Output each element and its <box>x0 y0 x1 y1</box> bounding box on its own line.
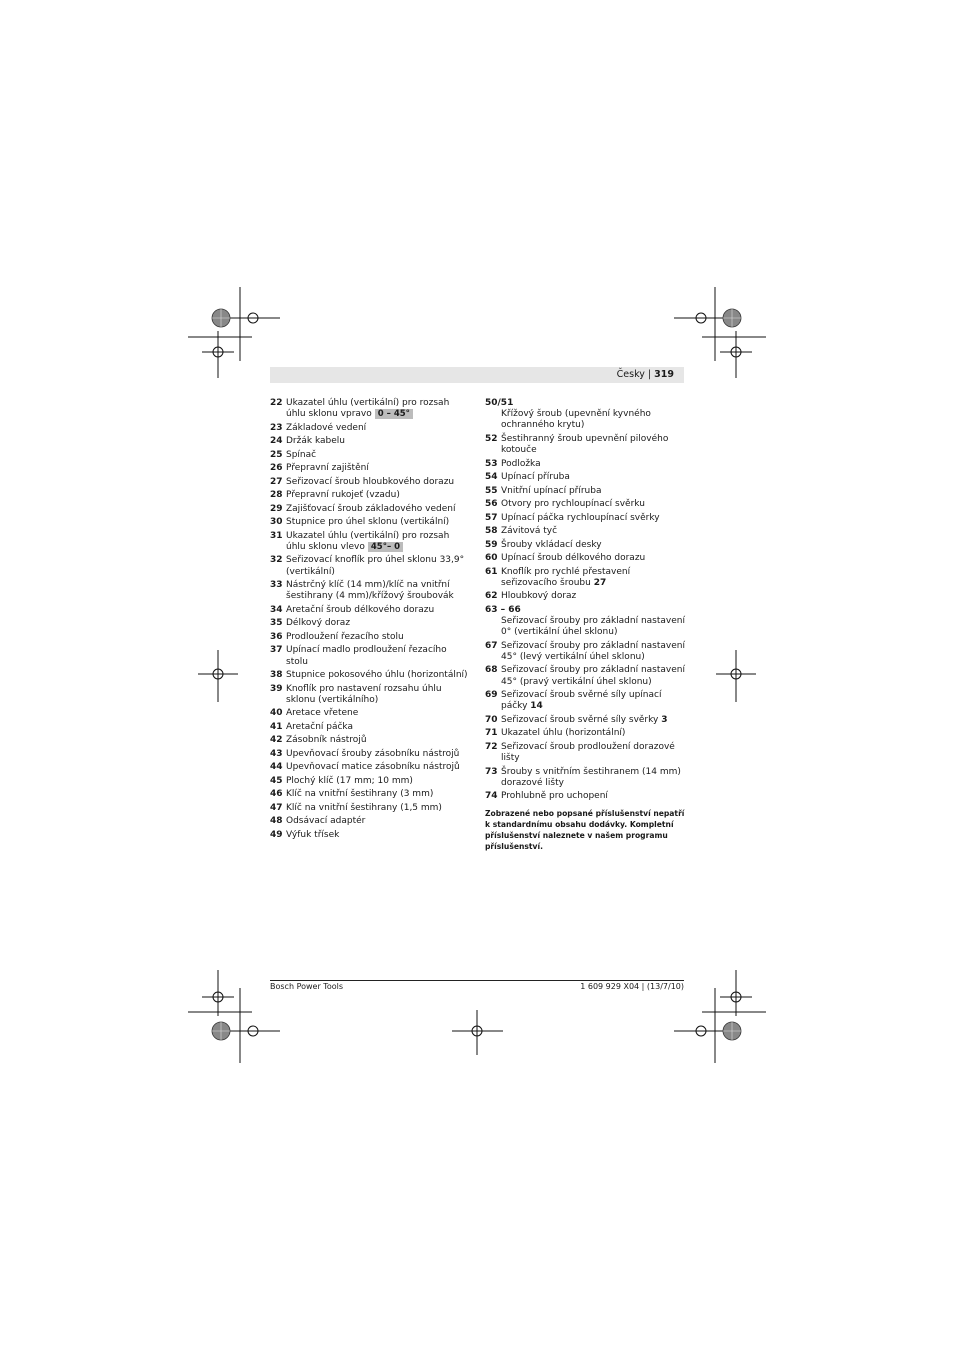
list-item <box>270 423 470 434</box>
item-text: Ukazatel úhlu (vertikální) pro rozsah úhlu sklonu vpravo <box>286 398 450 420</box>
item-reference: 3 <box>661 714 668 725</box>
item-number: 48 <box>270 816 283 827</box>
item-reference: 14 <box>530 701 543 712</box>
list-item <box>485 526 685 537</box>
item-text: Nástrčný klíč (14 mm)/klíč na vnitřní šestihrany (4 mm)/křížový šroubovák <box>286 580 454 602</box>
list-item <box>270 816 470 827</box>
list-item <box>485 791 685 802</box>
item-text: Klíč na vnitřní šestihrany (1,5 mm) <box>286 802 442 813</box>
item-number: 61 <box>485 566 498 577</box>
item-number: 39 <box>270 683 283 694</box>
item-number: 27 <box>270 476 283 487</box>
item-text: Šrouby s vnitřním šestihranem (14 mm) dorazové lišty <box>501 766 681 788</box>
item-text: Spínač <box>286 449 317 460</box>
item-text: Závitová tyč <box>501 526 558 537</box>
item-number: 67 <box>485 640 498 651</box>
angle-range-badge: 0 – 45° <box>375 409 413 419</box>
item-number: 25 <box>270 449 283 460</box>
item-text: Vnitřní upínací příruba <box>501 485 602 496</box>
item-number: 37 <box>270 645 283 656</box>
item-text: Seřizovací šroub hloubkového dorazu <box>286 476 455 487</box>
item-text: Aretační šroub délkového dorazu <box>286 604 435 615</box>
item-text: Křížový šroub (upevnění kyvného ochranného krytu) <box>501 409 651 431</box>
item-number: 55 <box>485 485 498 496</box>
item-text: Seřizovací šrouby pro základní nastavení 45° (levý vertikální úhel sklonu) <box>501 640 685 662</box>
list-item <box>270 645 470 667</box>
list-item <box>485 434 685 456</box>
item-text: Ukazatel úhlu (vertikální) pro rozsah úhlu sklonu vlevo <box>286 530 450 552</box>
item-text: Upínací madlo prodloužení řezacího stolu <box>286 645 447 667</box>
header-text <box>617 369 674 381</box>
list-item <box>270 463 470 474</box>
item-number: 54 <box>485 472 498 483</box>
item-number: 38 <box>270 670 283 681</box>
accessory-note: Zobrazené nebo popsané příslušenství nepatří k standardnímu obsahu dodávky. Kompletní příslušenství naleznete v našem programu příslušenství. <box>485 809 685 852</box>
list-item <box>270 830 470 841</box>
list-item <box>270 803 470 814</box>
list-item <box>485 513 685 524</box>
item-number: 47 <box>270 802 283 813</box>
item-text: Základové vedení <box>286 422 367 433</box>
list-item <box>485 728 685 739</box>
list-item <box>270 555 470 577</box>
right-column <box>485 398 685 852</box>
list-item <box>270 735 470 746</box>
item-number: 56 <box>485 499 498 510</box>
item-text: Délkový doraz <box>286 618 351 629</box>
item-text: Přepravní rukojeť (vzadu) <box>286 490 400 501</box>
item-text: Ukazatel úhlu (horizontální) <box>501 728 626 739</box>
list-item <box>270 762 470 773</box>
item-text: Klíč na vnitřní šestihrany (3 mm) <box>286 789 434 800</box>
list-item <box>270 789 470 800</box>
list-item <box>485 486 685 497</box>
item-text: Zajišťovací šroub základového vedení <box>286 503 456 514</box>
item-text: Šrouby vkládací desky <box>501 539 602 550</box>
list-item <box>485 472 685 483</box>
list-item <box>485 540 685 551</box>
item-number: 23 <box>270 422 283 433</box>
item-number: 60 <box>485 553 498 564</box>
list-item <box>485 553 685 564</box>
list-item <box>270 722 470 733</box>
item-number: 40 <box>270 708 283 719</box>
item-number: 68 <box>485 665 498 676</box>
list-item <box>485 742 685 764</box>
item-text: Plochý klíč (17 mm; 10 mm) <box>286 775 413 786</box>
list-item <box>270 531 470 553</box>
list-item <box>270 749 470 760</box>
item-text: Aretace vřetene <box>286 708 359 719</box>
list-item <box>485 398 685 432</box>
list-item <box>270 504 470 515</box>
list-item <box>270 618 470 629</box>
item-text: Aretační páčka <box>286 721 353 732</box>
list-item <box>270 776 470 787</box>
footer-doc-number: 1 609 929 X04 | (13/7/10) <box>580 982 684 991</box>
list-item <box>485 767 685 789</box>
item-number: 41 <box>270 721 283 732</box>
item-text: Upínací příruba <box>501 472 570 483</box>
footer-brand: Bosch Power Tools <box>270 982 343 991</box>
list-item <box>270 684 470 706</box>
item-number: 33 <box>270 580 283 591</box>
item-number: 49 <box>270 829 283 840</box>
item-text: Seřizovací šroub svěrné síly upínací páčky <box>501 690 662 712</box>
list-item <box>485 665 685 687</box>
item-text: Otvory pro rychloupínací svěrku <box>501 499 645 510</box>
list-item <box>270 450 470 461</box>
item-text: Zásobník nástrojů <box>286 735 367 746</box>
item-text: Upínací páčka rychloupínací svěrky <box>501 512 660 523</box>
item-text: Prohlubně pro uchopení <box>501 791 608 802</box>
item-text: Seřizovací šroub prodloužení dorazové lišty <box>501 741 675 764</box>
item-number: 44 <box>270 762 283 773</box>
item-text: Podložka <box>501 458 541 469</box>
item-text: Hloubkový doraz <box>501 591 577 602</box>
list-item <box>270 605 470 616</box>
item-number: 53 <box>485 458 498 469</box>
left-column <box>270 398 470 843</box>
item-number: 31 <box>270 530 283 541</box>
list-item <box>270 708 470 719</box>
item-text: Držák kabelu <box>286 436 345 447</box>
item-number: 57 <box>485 512 498 523</box>
list-item <box>485 567 685 589</box>
item-number: 70 <box>485 714 498 725</box>
list-item <box>270 398 470 420</box>
item-number: 34 <box>270 604 283 615</box>
list-item <box>270 632 470 643</box>
item-text: Seřizovací šrouby pro základní nastavení 45° (pravý vertikální úhel sklonu) <box>501 665 685 687</box>
right-item-list <box>485 398 685 802</box>
item-text: Šestihranný šroub upevnění pilového kotouče <box>501 433 669 456</box>
item-text: Seřizovací šrouby pro základní nastavení 0° (vertikální úhel sklonu) <box>501 616 685 638</box>
item-text: Prodloužení řezacího stolu <box>286 631 404 642</box>
item-number: 74 <box>485 791 498 802</box>
item-number: 58 <box>485 526 498 537</box>
item-number: 43 <box>270 748 283 759</box>
item-number: 46 <box>270 789 283 800</box>
item-number: 52 <box>485 433 498 444</box>
page-header <box>270 367 684 383</box>
list-item <box>270 490 470 501</box>
item-number: 59 <box>485 539 498 550</box>
item-number: 35 <box>270 618 283 629</box>
list-item <box>485 459 685 470</box>
item-number: 45 <box>270 775 283 786</box>
item-text: Výfuk třísek <box>286 829 340 840</box>
item-number: 26 <box>270 463 283 474</box>
item-number: 72 <box>485 741 498 752</box>
item-number: 29 <box>270 503 283 514</box>
item-number: 73 <box>485 766 498 777</box>
page-number: 319 <box>654 369 674 380</box>
list-item <box>485 690 685 712</box>
list-item <box>485 605 685 639</box>
item-number: 32 <box>270 555 283 566</box>
item-text: Knoflík pro nastavení rozsahu úhlu sklonu (vertikálního) <box>286 683 442 705</box>
item-number: 30 <box>270 517 283 528</box>
item-text: Seřizovací knoflík pro úhel sklonu 33,9° (vertikální) <box>286 555 465 577</box>
list-item <box>485 715 685 726</box>
list-item <box>270 670 470 681</box>
item-number: 42 <box>270 735 283 746</box>
list-item <box>485 499 685 510</box>
header-language: Česky <box>616 369 645 380</box>
item-text: Upínací šroub délkového dorazu <box>501 553 646 564</box>
item-text: Odsávací adaptér <box>286 816 366 827</box>
item-number: 69 <box>485 690 498 701</box>
item-number: 28 <box>270 490 283 501</box>
angle-range-badge: 45°– 0 <box>368 542 403 552</box>
item-number: 63 – 66 <box>485 604 521 615</box>
list-item <box>270 436 470 447</box>
item-number: 24 <box>270 436 283 447</box>
item-text: Upevňovací šrouby zásobníku nástrojů <box>286 748 460 759</box>
list-item <box>270 477 470 488</box>
list-item <box>485 641 685 663</box>
item-text: Upevňovací matice zásobníku nástrojů <box>286 762 460 773</box>
item-number: 22 <box>270 398 283 408</box>
item-text: Přepravní zajištění <box>286 463 369 474</box>
list-item <box>270 580 470 602</box>
item-text: Stupnice pro úhel sklonu (vertikální) <box>286 517 450 528</box>
item-text: Stupnice pokosového úhlu (horizontální) <box>286 670 468 681</box>
item-number: 62 <box>485 591 498 602</box>
item-reference: 27 <box>593 577 607 588</box>
list-item <box>270 517 470 528</box>
header-separator: | <box>647 369 652 380</box>
footer-rule <box>270 980 684 981</box>
item-number: 71 <box>485 728 498 739</box>
list-item <box>485 591 685 602</box>
item-text: Knoflík pro rychlé přestavení seřizovacího šroubu <box>501 566 631 588</box>
item-number: 50/51 <box>485 398 514 408</box>
item-text: Seřizovací šroub svěrné síly svěrky <box>501 714 659 725</box>
item-number: 36 <box>270 631 283 642</box>
